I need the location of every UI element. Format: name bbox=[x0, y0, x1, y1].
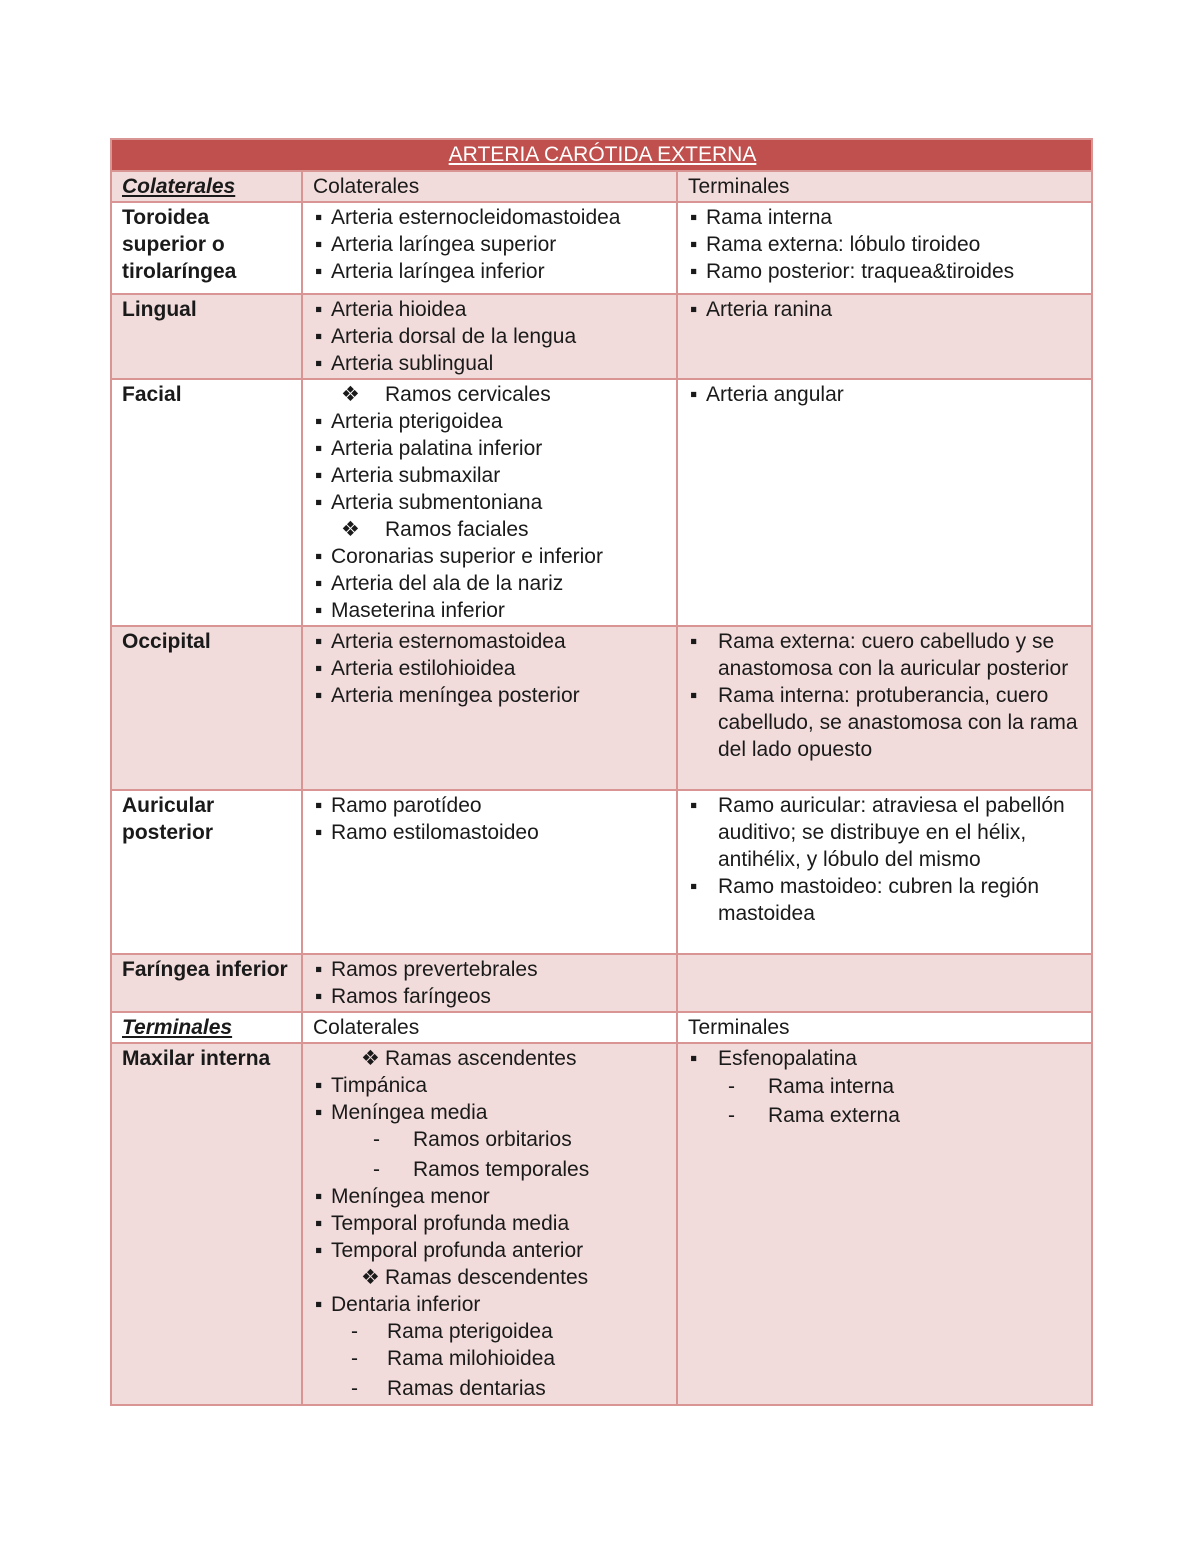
list-item: ▪ Rama interna bbox=[688, 204, 1083, 231]
list-item: ▪ Arteria submaxilar bbox=[313, 462, 668, 489]
sub-item: - Rama interna bbox=[728, 1075, 895, 1098]
sub-item: - Rama pterigoidea bbox=[351, 1320, 553, 1343]
list-item: ▪ Arteria pterigoidea bbox=[313, 408, 668, 435]
list-item: ▪ Arteria hioidea bbox=[313, 296, 668, 323]
terminal-list bbox=[688, 381, 1083, 408]
list-item: ▪ Rama externa: lóbulo tiroideo bbox=[688, 231, 1083, 258]
artery-name: Lingual bbox=[111, 294, 302, 379]
list-item: ▪ Ramo auricular: atraviesa el pabellón auditivo; se distribuye en el hélix, antihélix, y lóbulo del mismo bbox=[688, 792, 1083, 873]
group-heading: ❖ Ramos cervicales bbox=[341, 383, 551, 406]
terminal-list bbox=[688, 204, 1083, 285]
list-item: ▪ Ramo mastoideo: cubren la región mastoidea bbox=[688, 873, 1083, 927]
collateral-list bbox=[313, 408, 668, 516]
dash-icon: - bbox=[728, 1104, 735, 1127]
list-item: ▪ Ramos prevertebrales bbox=[313, 956, 668, 983]
sub-item: - Rama externa bbox=[728, 1104, 900, 1127]
list-item: ▪ Meníngea menor bbox=[313, 1183, 668, 1210]
list-item: ▪ Ramo parotídeo bbox=[313, 792, 668, 819]
artery-name: Occipital bbox=[111, 626, 302, 790]
list-item: ▪ Arteria angular bbox=[688, 381, 1083, 408]
sub-item: - Ramas dentarias bbox=[351, 1377, 546, 1400]
list-item: ▪ Temporal profunda anterior bbox=[313, 1237, 668, 1264]
group-heading: ❖ Ramos faciales bbox=[341, 518, 529, 541]
collateral-list bbox=[313, 543, 668, 624]
terminal-list bbox=[688, 628, 1083, 763]
collateral-list bbox=[313, 792, 668, 846]
diamond-icon: ❖ bbox=[361, 1047, 380, 1070]
list-item: ▪ Rama interna: protuberancia, cuero cabelludo, se anastomosa con la rama del lado opuesto bbox=[688, 682, 1083, 763]
list-item: ▪ Arteria laríngea inferior bbox=[313, 258, 668, 285]
col-header-terminales: Terminales bbox=[677, 1012, 1092, 1043]
list-item: ▪ Arteria ranina bbox=[688, 296, 1083, 323]
list-item: ▪ Ramo estilomastoideo bbox=[313, 819, 668, 846]
collateral-list bbox=[313, 204, 668, 285]
collateral-list bbox=[313, 956, 668, 1010]
list-item: ▪ Timpánica bbox=[313, 1072, 668, 1099]
dash-icon: - bbox=[373, 1158, 380, 1181]
artery-name: Toroidea superior o tirolaríngea bbox=[111, 202, 302, 294]
group-heading: ❖ Ramas descendentes bbox=[361, 1266, 589, 1289]
terminal-list bbox=[688, 1045, 1083, 1072]
list-item: ▪ Arteria submentoniana bbox=[313, 489, 668, 516]
sub-item: - Ramos orbitarios bbox=[373, 1128, 572, 1151]
collateral-list bbox=[313, 628, 668, 709]
list-item: ▪ Meníngea media bbox=[313, 1099, 668, 1126]
dash-icon: - bbox=[351, 1347, 358, 1370]
list-item: ▪ Arteria palatina inferior bbox=[313, 435, 668, 462]
list-item: ▪ Arteria meníngea posterior bbox=[313, 682, 668, 709]
list-item: ▪ Maseterina inferior bbox=[313, 597, 668, 624]
collateral-list bbox=[313, 1183, 668, 1264]
dash-icon: - bbox=[351, 1377, 358, 1400]
dash-icon: - bbox=[728, 1075, 735, 1098]
terminal-list bbox=[688, 792, 1083, 927]
list-item: ▪ Arteria dorsal de la lengua bbox=[313, 323, 668, 350]
diamond-icon: ❖ bbox=[361, 1266, 380, 1289]
list-item: ▪ Rama externa: cuero cabelludo y se anastomosa con la auricular posterior bbox=[688, 628, 1083, 682]
dash-icon: - bbox=[373, 1128, 380, 1151]
list-item: ▪ Coronarias superior e inferior bbox=[313, 543, 668, 570]
header-colaterales: Colaterales bbox=[111, 171, 302, 202]
sub-item: - Rama milohioidea bbox=[351, 1347, 556, 1370]
list-item: ▪ Arteria estilohioidea bbox=[313, 655, 668, 682]
empty-cell bbox=[677, 954, 1092, 1012]
list-item: ▪ Arteria esternomastoidea bbox=[313, 628, 668, 655]
list-item: ▪ Esfenopalatina bbox=[688, 1045, 1083, 1072]
dash-icon: - bbox=[351, 1320, 358, 1343]
artery-name: Auricular posterior bbox=[111, 790, 302, 954]
list-item: ▪ Ramos faríngeos bbox=[313, 983, 668, 1010]
artery-name: Faríngea inferior bbox=[111, 954, 302, 1012]
carotid-table bbox=[110, 138, 1093, 1406]
list-item: ▪ Ramo posterior: traquea&tiroides bbox=[688, 258, 1083, 285]
list-item: ▪ Arteria laríngea superior bbox=[313, 231, 668, 258]
col-header-terminales: Terminales bbox=[677, 171, 1092, 202]
artery-name: Maxilar interna bbox=[111, 1043, 302, 1405]
col-header-colaterales: Colaterales bbox=[302, 1012, 677, 1043]
sub-item: - Ramos temporales bbox=[373, 1158, 590, 1181]
terminal-list bbox=[688, 296, 1083, 323]
list-item: ▪ Dentaria inferior bbox=[313, 1291, 668, 1318]
table-title: ARTERIA CARÓTIDA EXTERNA bbox=[111, 139, 1092, 171]
group-heading: ❖ Ramas ascendentes bbox=[361, 1047, 577, 1070]
col-header-colaterales: Colaterales bbox=[302, 171, 677, 202]
diamond-icon: ❖ bbox=[341, 518, 360, 541]
list-item: ▪ Arteria esternocleidomastoidea bbox=[313, 204, 668, 231]
artery-name: Facial bbox=[111, 379, 302, 626]
collateral-list bbox=[313, 1072, 668, 1126]
collateral-list bbox=[313, 296, 668, 377]
list-item: ▪ Temporal profunda media bbox=[313, 1210, 668, 1237]
collateral-list bbox=[313, 1291, 668, 1318]
diamond-icon: ❖ bbox=[341, 383, 360, 406]
header-terminales: Terminales bbox=[111, 1012, 302, 1043]
list-item: ▪ Arteria del ala de la nariz bbox=[313, 570, 668, 597]
list-item: ▪ Arteria sublingual bbox=[313, 350, 668, 377]
